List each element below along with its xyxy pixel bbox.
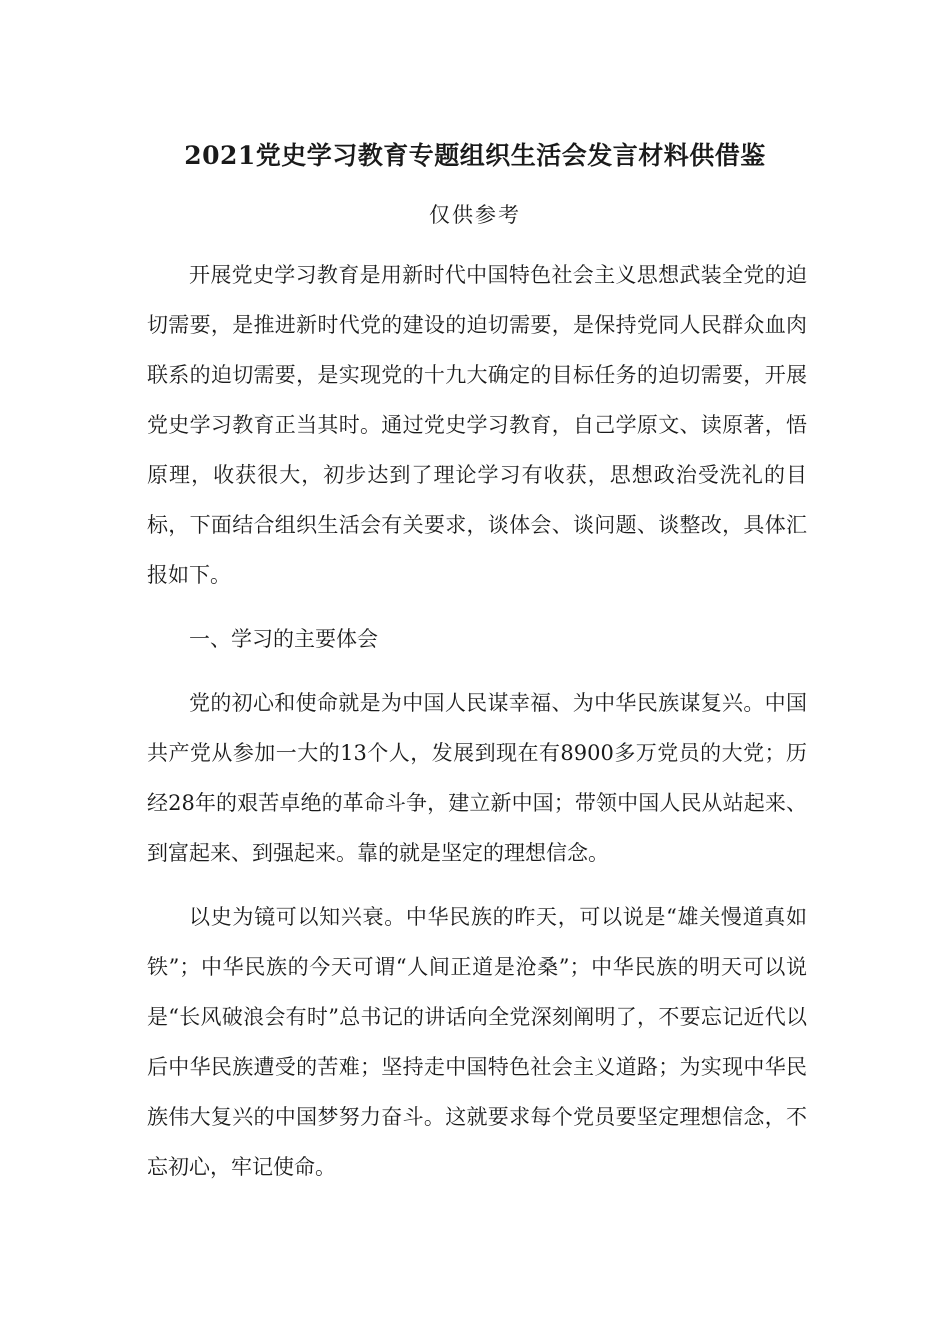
paragraph-mission: 党的初心和使命就是为中国人民谋幸福、为中华民族谋复兴。中国共产党从参加一大的13个人，发展到现在有8900多万党员的大党；历经28年的艰苦卓绝的革命斗争，建立新中国；带领中国人民从站起来、到富起来、到强起来。靠的就是坚定的理想信念。: [147, 691, 807, 865]
document-title: 2021党史学习教育专题组织生活会发言材料供借鉴: [184, 141, 766, 170]
paragraph-history: 以史为镜可以知兴衰。中华民族的昨天，可以说是“雄关慢道真如铁”；中华民族的今天可谓“人间正道是沧桑”；中华民族的明天可以说是“长风破浪会有时”总书记的讲话向全党深刻阐明了，不要忘记近代以后中华民族遭受的苦难；坚持走中国特色社会主义道路；为实现中华民族伟大复兴的中国梦努力奋斗。这就要求每个党员要坚定理想信念，不忘初心，牢记使命。: [147, 905, 807, 1179]
document-subtitle: 仅供参考: [429, 203, 521, 227]
document-body: [147, 250, 807, 1192]
section-heading: 一、学习的主要体会: [189, 627, 378, 651]
paragraph-intro: 开展党史学习教育是用新时代中国特色社会主义思想武装全党的迫切需要，是推进新时代党的建设的迫切需要，是保持党同人民群众血肉联系的迫切需要，是实现党的十九大确定的目标任务的迫切需要，开展党史学习教育正当其时。通过党史学习教育，自己学原文、读原著，悟原理，收获很大，初步达到了理论学习有收获，思想政治受洗礼的目标，下面结合组织生活会有关要求，谈体会、谈问题、谈整改，具体汇报如下。: [147, 263, 807, 587]
